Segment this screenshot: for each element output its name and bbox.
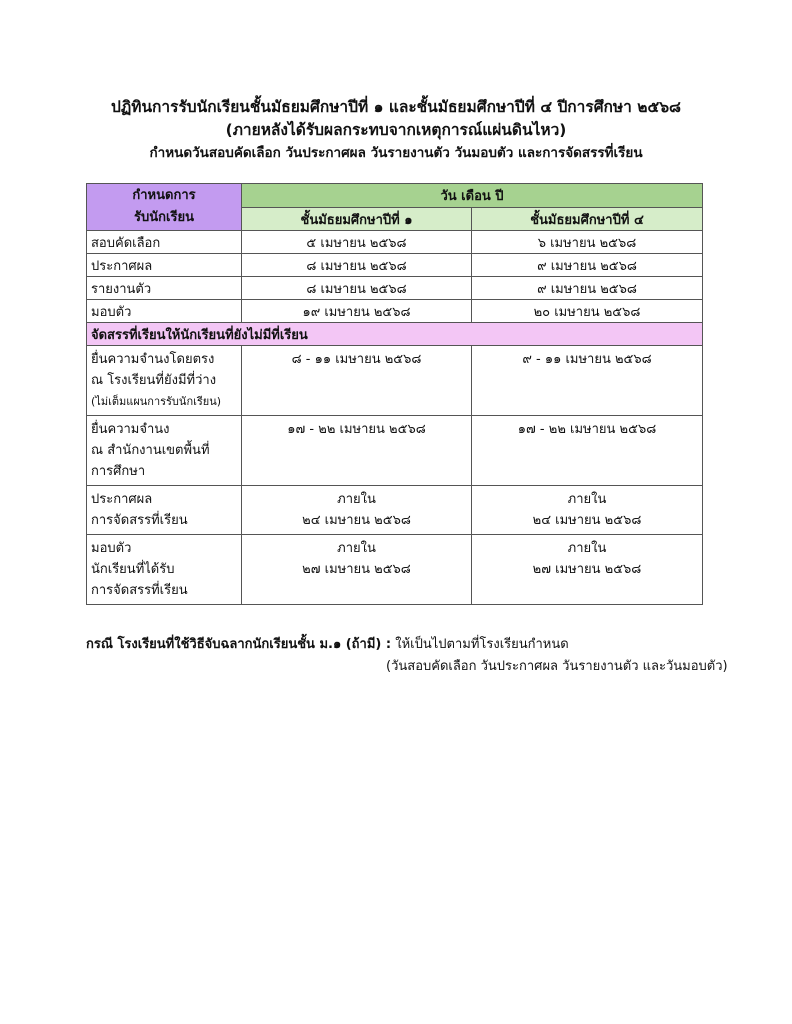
row-label: รายงานตัว [87,277,242,300]
row-label: มอบตัว [87,300,242,323]
row-m1-date: ๑๙ เมษายน ๒๕๖๘ [242,300,472,323]
alloc-label-line: การจัดสรรที่เรียน [91,513,188,528]
alloc-label-line: การจัดสรรที่เรียน [91,583,188,598]
header-m4: ชั้นมัธยมศึกษาปีที่ ๔ [472,208,703,231]
row-m4-date: ๒๐ เมษายน ๒๕๖๘ [472,300,703,323]
title-line-2: (ภายหลังได้รับผลกระทบจากเหตุการณ์แผ่นดินไหว) [225,121,567,139]
document-title-block [0,96,792,164]
row-m1-date: ๕ เมษายน ๒๕๖๘ [242,231,472,254]
footnote-text: ให้เป็นไปตามที่โรงเรียนกำหนด [395,637,569,652]
row-m1-date: ๘ เมษายน ๒๕๖๘ [242,277,472,300]
table-row [87,277,703,300]
alloc-m1-date [242,535,472,605]
table-row [87,254,703,277]
header-col1-line2: รับนักเรียน [134,210,194,225]
table-row [87,486,703,535]
alloc-m4-date: ๑๗ - ๒๒ เมษายน ๒๕๖๘ [472,416,703,486]
alloc-m1-date: ๘ - ๑๑ เมษายน ๒๕๖๘ [242,346,472,416]
alloc-m1-date [242,486,472,535]
alloc-date-line: ภายใน [337,492,376,507]
alloc-m1-date: ๑๗ - ๒๒ เมษายน ๒๕๖๘ [242,416,472,486]
row-label: ประกาศผล [87,254,242,277]
alloc-date-line: ๒๔ เมษายน ๒๕๖๘ [532,513,642,528]
alloc-date-line: ๒๔ เมษายน ๒๕๖๘ [302,513,411,528]
alloc-label-line: การศึกษา [91,464,146,479]
row-m4-date: ๖ เมษายน ๒๕๖๘ [472,231,703,254]
table-row [87,346,703,416]
schedule-table [86,183,703,605]
alloc-date-line: ภายใน [567,541,607,556]
row-m4-date: ๙ เมษายน ๒๕๖๘ [472,254,703,277]
table-row [87,535,703,605]
footnote-line-2: (วันสอบคัดเลือก วันประกาศผล วันรายงานตัว และวันมอบตัว) [386,659,728,674]
header-m1: ชั้นมัธยมศึกษาปีที่ ๑ [242,208,472,231]
footnote [86,634,746,678]
title-line-3: กำหนดวันสอบคัดเลือก วันประกาศผล วันรายงานตัว วันมอบตัว และการจัดสรรที่เรียน [149,145,643,161]
alloc-label-line: ยื่นความจำนงโดยตรง [91,352,215,367]
alloc-date-line: ภายใน [337,541,376,556]
alloc-label-line: มอบตัว [91,541,132,556]
alloc-date-line: ๒๗ เมษายน ๒๕๖๘ [302,562,411,577]
table-row [87,300,703,323]
row-m4-date: ๙ เมษายน ๒๕๖๘ [472,277,703,300]
alloc-m4-date [472,486,703,535]
alloc-label-note: (ไม่เต็มแผนการรับนักเรียน) [91,395,222,408]
header-date: วัน เดือน ปี [242,184,703,208]
header-schedule-item [87,184,242,231]
alloc-label-line: ยื่นความจำนง [91,422,170,437]
alloc-date-line: ภายใน [567,492,607,507]
footnote-label: กรณี โรงเรียนที่ใช้วิธีจับฉลากนักเรียนชั้น ม.๑ (ถ้ามี) : [86,637,392,652]
row-label: สอบคัดเลือก [87,231,242,254]
row-m1-date: ๘ เมษายน ๒๕๖๘ [242,254,472,277]
section-row [87,323,703,346]
alloc-label [87,535,242,605]
table-row [87,231,703,254]
alloc-m4-date: ๙ - ๑๑ เมษายน ๒๕๖๘ [472,346,703,416]
alloc-label [87,486,242,535]
alloc-label [87,346,242,416]
title-line-1: ปฏิทินการรับนักเรียนชั้นมัธยมศึกษาปีที่ ๑ และชั้นมัธยมศึกษาปีที่ ๔ ปีการศึกษา ๒๕๖๘ [110,98,681,116]
alloc-m4-date [472,535,703,605]
alloc-label-line: นักเรียนที่ได้รับ [91,562,175,577]
section-title: จัดสรรที่เรียนให้นักเรียนที่ยังไม่มีที่เรียน [87,323,703,346]
alloc-label-line: ณ สำนักงานเขตพื้นที่ [91,443,210,458]
alloc-date-line: ๒๗ เมษายน ๒๕๖๘ [532,562,642,577]
alloc-label [87,416,242,486]
header-col1-line1: กำหนดการ [132,188,196,203]
footnote-line-1 [86,634,746,656]
table-row [87,416,703,486]
alloc-label-line: ประกาศผล [91,492,153,507]
alloc-label-line: ณ โรงเรียนที่ยังมีที่ว่าง [91,373,217,388]
